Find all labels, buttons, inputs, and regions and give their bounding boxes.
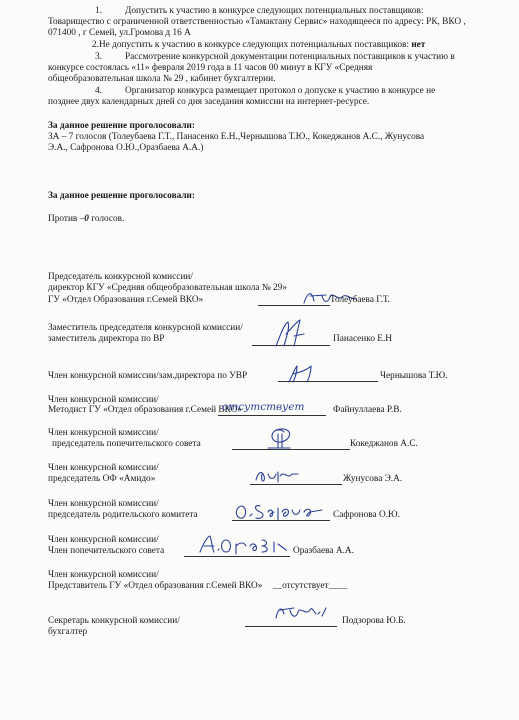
- member-amido-signature: [252, 466, 302, 486]
- member-method-role2: Методист ГУ «Отдел образования г.Семей ВКО»: [48, 405, 242, 415]
- item4-line2: позднее двух календарных дней со дня заседания комиссии на интернет-ресурсе.: [48, 97, 370, 107]
- item4-line1: Организатор конкурса размещает протокол о допуске к участию в конкурсе не: [125, 86, 436, 96]
- item1-line3: 071400 , г Семей, ул.Громова д 16 А: [48, 28, 191, 38]
- member-rep-absent: __отсутствует____: [272, 581, 348, 591]
- item3-line3: общеобразовательная школа № 29 , кабинет бухгалтерии.: [48, 74, 276, 84]
- item3-number: 3.: [95, 52, 102, 62]
- member-amido-name: Жунусова Э.А.: [343, 474, 403, 484]
- secretary-role1: Секретарь конкурсной комиссии/: [48, 616, 180, 626]
- member-uvr-signature: [285, 362, 325, 384]
- member-method-role1: Член конкурсной комиссии/: [48, 395, 159, 405]
- member-method-name: Файнуллаева Р.В.: [333, 405, 402, 415]
- member-rep-role1: Член конкурсной комиссии/: [48, 570, 159, 580]
- deputy-signature: [270, 316, 310, 350]
- chair-role1: Председатель конкурсной комиссии/: [48, 272, 193, 282]
- member-board-name: Оразбаева А.А.: [293, 546, 354, 556]
- item2-value: нет: [411, 40, 426, 50]
- member-board-signature: [196, 532, 292, 556]
- deputy-role1: Заместитель председателя конкурсной комиссии/: [48, 323, 243, 333]
- vote-for-line2: Э.А., Сафронова О.Ю.,Оразбаева А.А.): [48, 143, 204, 153]
- member-board-role1: Член конкурсной комиссии/: [48, 535, 159, 545]
- deputy-role2: заместитель директора по ВР: [48, 334, 165, 344]
- member-parents-signature: [232, 498, 332, 522]
- member-method-signature-line: [218, 415, 326, 416]
- item1-number: 1.: [95, 6, 102, 16]
- member-amido-role1: Член конкурсной комиссии/: [48, 463, 159, 473]
- item3-line2: конкурсе состоялась «11» февраля 2019 года в 11 часов 00 минут в КГУ «Средняя: [48, 63, 373, 73]
- vote-against-heading: За данное решение проголосовали:: [48, 191, 195, 201]
- item2-label: 2.Не допустить к участию в конкурсе следующих потенциальных поставщиков:: [92, 40, 409, 50]
- item2-text: [92, 40, 425, 52]
- chair-role3: ГУ «Отдел Образования г.Семей ВКО»: [48, 295, 204, 305]
- member-board-chair-role1: Член конкурсной комиссии/: [48, 428, 159, 438]
- chair-name: Толеубаева Г.Т.: [330, 295, 390, 305]
- member-rep-role2: [48, 581, 347, 593]
- item4-number: 4.: [95, 86, 102, 96]
- member-uvr-name: Чернышова Т.Ю.: [380, 371, 448, 381]
- member-board-chair-role2: председатель попечительского совета: [52, 439, 201, 449]
- secretary-signature: [270, 600, 330, 626]
- member-uvr-role: Член конкурсной комиссии/зам.директора по УВР: [48, 371, 248, 381]
- item1-line1: Допустить к участию в конкурсе следующих потенциальных поставщиков:: [125, 6, 424, 16]
- secretary-name: Подзорова Ю.Б.: [342, 616, 406, 626]
- item3-line1: Рассмотрение конкурсной документации потенциальных поставщиков к участию в: [125, 52, 455, 62]
- vote-against-line: [48, 214, 124, 226]
- member-rep-role2-text: Представитель ГУ «Отдел образования г.Семей ВКО»: [48, 581, 263, 591]
- vote-against-count: 0: [84, 214, 89, 224]
- member-parents-name: Сафронова О.Ю.: [333, 510, 400, 520]
- member-parents-role2: председатель родительского комитета: [48, 510, 198, 520]
- secretary-role2: бухгалтер: [48, 627, 88, 637]
- member-method-handwritten: отсутствует: [222, 401, 305, 413]
- member-board-chair-signature: [262, 424, 298, 452]
- member-board-role2: Член попечительского совета: [48, 546, 165, 556]
- vote-for-line1: ЗА – 7 голосов (Толеубаева Г.Т., Панасенко Е.Н.,Чернышова Т.Ю., Кокеджанов А.С., Жунусова: [48, 132, 425, 142]
- member-board-signature-line: [184, 556, 290, 557]
- vote-for-heading: За данное решение проголосовали:: [48, 121, 195, 131]
- member-board-chair-name: Кокеджанов А.С.: [350, 439, 418, 449]
- secretary-signature-line: [245, 626, 337, 627]
- member-amido-role2: председатель ОФ «Амидо»: [48, 474, 156, 484]
- deputy-name: Панасенко Е.Н: [333, 334, 393, 344]
- item1-line2: Товарищество с ограниченной ответственностью «Тамактану Сервис» находящееся по адресу: РК, ВКО ,: [48, 17, 466, 27]
- chair-role2: директор КГУ «Средняя общеобразовательная школа № 29»: [48, 283, 287, 293]
- vote-against-prefix: Против –: [48, 214, 85, 224]
- vote-against-suffix: голосов.: [88, 214, 125, 224]
- member-parents-role1: Член конкурсной комиссии/: [48, 499, 159, 509]
